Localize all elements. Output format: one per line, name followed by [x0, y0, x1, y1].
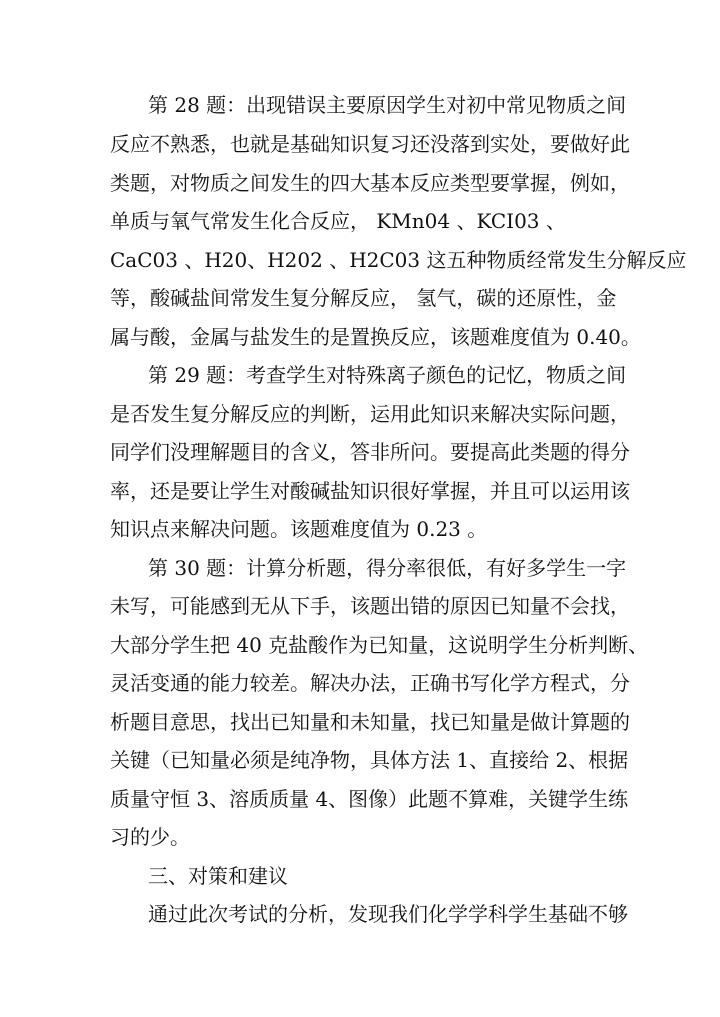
text-line: 质量守恒 3、溶质质量 4、图像）此题不算难，关键学生练 — [110, 787, 629, 811]
text-line: 第 30 题：计算分析题，得分率很低，有好多学生一字 — [148, 556, 627, 580]
text-line: 大部分学生把 40 克盐酸作为已知量，这说明学生分析判断、 — [110, 633, 649, 657]
text-line: 第 29 题：考查学生对特殊离子颜色的记忆，物质之间 — [148, 363, 627, 387]
text-line: 未写，可能感到无从下手，该题出错的原因已知量不会找， — [110, 594, 630, 618]
text-line: 是否发生复分解反应的判断，运用此知识来解决实际问题， — [110, 402, 630, 426]
text-line: 反应不熟悉，也就是基础知识复习还没落到实处，要做好此 — [110, 132, 630, 156]
section-heading: 三、对策和建议 — [148, 864, 288, 888]
text-line: 等，酸碱盐间常发生复分解反应， 氢气，碳的还原性，金 — [110, 286, 617, 310]
text-line: 通过此次考试的分析，发现我们化学学科学生基础不够 — [148, 902, 628, 926]
text-line: 率，还是要让学生对酸碱盐知识很好掌握，并且可以运用该 — [110, 479, 630, 503]
text-line: 单质与氧气常发生化合反应， KMn04 、KCI03 、 — [110, 209, 566, 233]
text-line: 灵活变通的能力较差。解决办法，正确书写化学方程式，分 — [110, 671, 630, 695]
text-line: 关键（已知量必须是纯净物，具体方法 1、直接给 2、根据 — [110, 748, 629, 772]
text-line: CaC03 、H20、H202 、H2C03 这五种物质经常发生分解反应 — [110, 248, 687, 272]
text-line: 知识点来解决问题。该题难度值为 0.23 。 — [110, 517, 488, 541]
text-line: 同学们没理解题目的含义，答非所问。要提高此类题的得分 — [110, 440, 630, 464]
text-line: 类题，对物质之间发生的四大基本反应类型要掌握，例如， — [110, 171, 630, 195]
text-line: 析题目意思，找出已知量和未知量，找已知量是做计算题的 — [110, 710, 630, 734]
text-line: 习的少。 — [110, 825, 190, 849]
text-line: 第 28 题：出现错误主要原因学生对初中常见物质之间 — [148, 93, 627, 117]
text-line: 属与酸，金属与盐发生的是置换反应，该题难度值为 0.40。 — [110, 325, 641, 349]
